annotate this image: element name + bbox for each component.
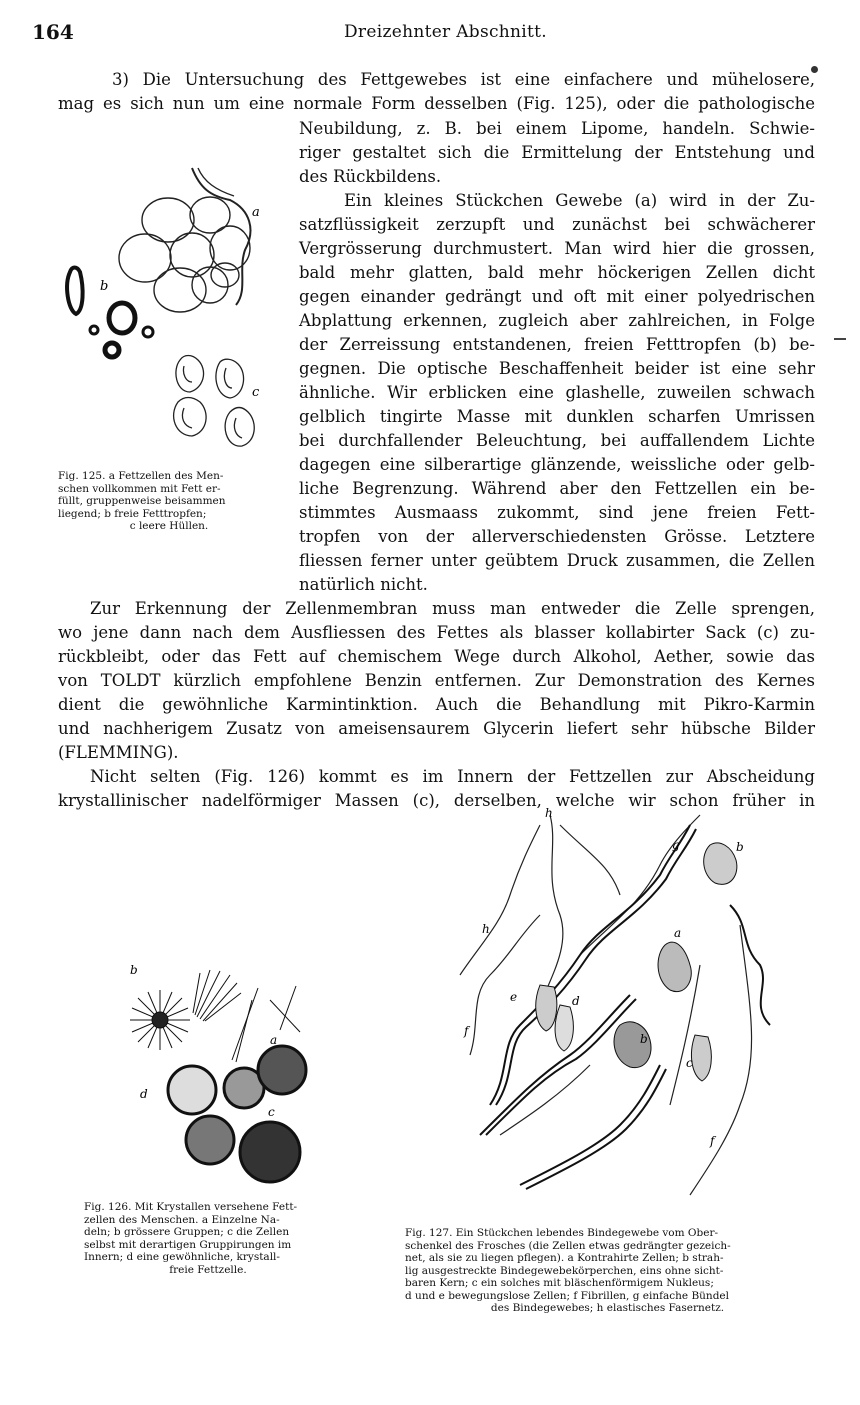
caption-line: baren Kern; c ein solches mit bläschenförmigem Nukleus; — [405, 1277, 714, 1289]
text-line: satzflüssigkeit zerzupft und zunächst bei schwächerer — [299, 215, 815, 234]
caption-line: des Bindegewebes; h elastisches Fasernetz. — [490, 1302, 725, 1314]
text-line: Nicht selten (Fig. 126) kommt es im Innern der Fettzellen zur Abscheidung — [90, 767, 815, 786]
caption-line: deln; b grössere Gruppen; c die Zellen — [84, 1226, 290, 1238]
caption-line: schen vollkommen mit Fett er- — [58, 482, 221, 495]
label-c: c — [686, 1056, 693, 1070]
label-a: a — [252, 205, 260, 220]
caption-line: liegend; b freie Fetttropfen; — [58, 507, 207, 520]
caption-line: freie Fettzelle. — [169, 1263, 247, 1276]
label-b: b — [100, 279, 109, 294]
text-line: wo jene dann nach dem Ausfliessen des Fettes als blasser kollabirter Sack (c) zu- — [58, 623, 815, 642]
margin-mark — [834, 338, 846, 340]
cells — [536, 843, 737, 1081]
caption-line: schenkel des Frosches (die Zellen etwas gedrängter gezeich- — [405, 1239, 731, 1252]
text-line: krystallinischer nadelförmiger Massen (c), derselben, welche wir schon früher in — [58, 791, 815, 810]
text-line: des Rückbildens. — [299, 167, 442, 186]
caption-line: selbst mit derartigen Gruppirungen im — [84, 1238, 292, 1251]
text-line: Vergrösserung durchmustert. Man wird hier die grossen, — [299, 239, 815, 258]
text-line: dagegen eine silberartige glänzende, weissliche oder gelb- — [299, 455, 815, 474]
needle-burst — [130, 990, 190, 1050]
figure-126-caption — [84, 1201, 332, 1276]
label-b: b — [130, 963, 138, 977]
label-d: d — [140, 1087, 148, 1101]
figure-125-caption — [58, 470, 280, 533]
text-line: 3) Die Untersuchung des Fettgewebes ist eine einfachere und mühelosere, — [112, 70, 815, 89]
text-line: Neubildung, z. B. bei einem Lipome, handeln. Schwie- — [299, 119, 815, 138]
figure-127 — [440, 805, 810, 1210]
text-line: riger gestaltet sich die Ermittelung der Entstehung und — [299, 143, 815, 162]
label-a: a — [674, 926, 682, 940]
label-b: b — [640, 1032, 648, 1046]
resting-cell — [536, 985, 557, 1031]
text-line: ähnliche. Wir erblicken eine glashelle, zuweilen schwach — [299, 383, 815, 402]
label-f: f — [464, 1024, 469, 1038]
text-line: liche Begrenzung. Während aber den Fettzellen ein be- — [299, 479, 815, 498]
caption-line: füllt, gruppenweise beisammen — [58, 495, 226, 507]
label-b: b — [736, 840, 744, 854]
fat-cell-cluster — [119, 168, 250, 312]
page-number: 164 — [32, 20, 74, 44]
text-line: und nachherigem Zusatz von ameisensaurem Glycerin liefert sehr hübsche Bilder — [58, 719, 815, 738]
caption-line: zellen des Menschen. a Einzelne Na- — [84, 1213, 280, 1226]
label-f: f — [710, 1134, 715, 1148]
label-h: h — [545, 806, 553, 820]
label-c: c — [268, 1105, 275, 1119]
figure-126 — [120, 960, 340, 1190]
text-line: stimmtes Ausmaass zukommt, sind jene freien Fett- — [299, 503, 815, 522]
text-line: dient die gewöhnliche Karmintinktion. Auch die Behandlung mit Pikro-Karmin — [58, 695, 815, 714]
text-line: tropfen von der allerverschiedensten Grösse. Letztere — [299, 527, 815, 546]
text-line: gegen einander gedrängt und oft mit einer polyedrischen — [299, 287, 815, 306]
text-line: Ein kleines Stückchen Gewebe (a) wird in der Zu- — [344, 191, 815, 210]
caption-line: Fig. 125. a Fettzellen des Men- — [58, 470, 224, 482]
caption-line: lig ausgestreckte Bindegewebekörperchen, eins ohne sicht- — [405, 1264, 724, 1277]
label-h: h — [482, 922, 490, 936]
caption-line: c leere Hüllen. — [129, 520, 209, 532]
label-a: a — [270, 1033, 278, 1047]
text-line: Zur Erkennung der Zellenmembran muss man entweder die Zelle sprengen, — [90, 599, 815, 618]
caption-line: net, als sie zu liegen pflegen). a Kontrahirte Zellen; b strah- — [405, 1252, 724, 1264]
text-line: rückbleibt, oder das Fett auf chemischem Wege durch Alkohol, Aether, sowie das — [58, 647, 815, 666]
resting-cell — [555, 1005, 573, 1051]
text-line: fliessen ferner unter geübtem Druck zusammen, die Zellen — [299, 551, 815, 570]
caption-line: d und e bewegungslose Zellen; f Fibrillen, g einfache Bündel — [405, 1289, 729, 1302]
caption-line: Innern; d eine gewöhnliche, krystall- — [84, 1251, 280, 1263]
stellate-cell — [704, 843, 737, 884]
nucleated-cell — [691, 1035, 711, 1081]
label-e: e — [510, 990, 518, 1004]
text-line: (FLEMMING). — [58, 743, 179, 762]
text-line: von TOLDT kürzlich empfohlene Benzin entfernen. Zur Demonstration des Kernes — [58, 671, 815, 690]
label-c: c — [252, 385, 260, 400]
text-line: mag es sich nun um eine normale Form desselben (Fig. 125), oder die pathologische — [58, 94, 815, 113]
text-line: der Zerreissung entstandenen, freien Fetttropfen (b) be- — [299, 335, 815, 354]
text-line: bei durchfallender Beleuchtung, bei auffallendem Lichte — [299, 431, 815, 450]
label-g: g — [672, 838, 680, 852]
text-line: gelblich tingirte Masse mit dunklen scharfen Umrissen — [299, 407, 815, 426]
caption-line: Fig. 126. Mit Krystallen versehene Fett- — [84, 1201, 298, 1213]
figure-127-caption — [405, 1227, 810, 1315]
text-line: Abplattung erkennen, zugleich aber zahlreichen, in Folge — [299, 311, 815, 330]
text-line: natürlich nicht. — [299, 575, 428, 594]
empty-cell-envelopes — [174, 356, 255, 447]
figure-125 — [60, 160, 290, 460]
crystal-filled-cells — [168, 1046, 306, 1182]
text-line: bald mehr glatten, bald mehr höckerigen Zellen dicht — [299, 263, 815, 282]
label-d: d — [572, 994, 580, 1008]
contracted-cell — [658, 942, 691, 991]
caption-line: Fig. 127. Ein Stückchen lebendes Bindegewebe vom Ober- — [405, 1227, 719, 1239]
needle-fan — [193, 970, 241, 1021]
text-line: gegnen. Die optische Beschaffenheit beider ist eine sehr — [299, 359, 815, 378]
running-title: Dreizehnter Abschnitt. — [344, 22, 547, 42]
